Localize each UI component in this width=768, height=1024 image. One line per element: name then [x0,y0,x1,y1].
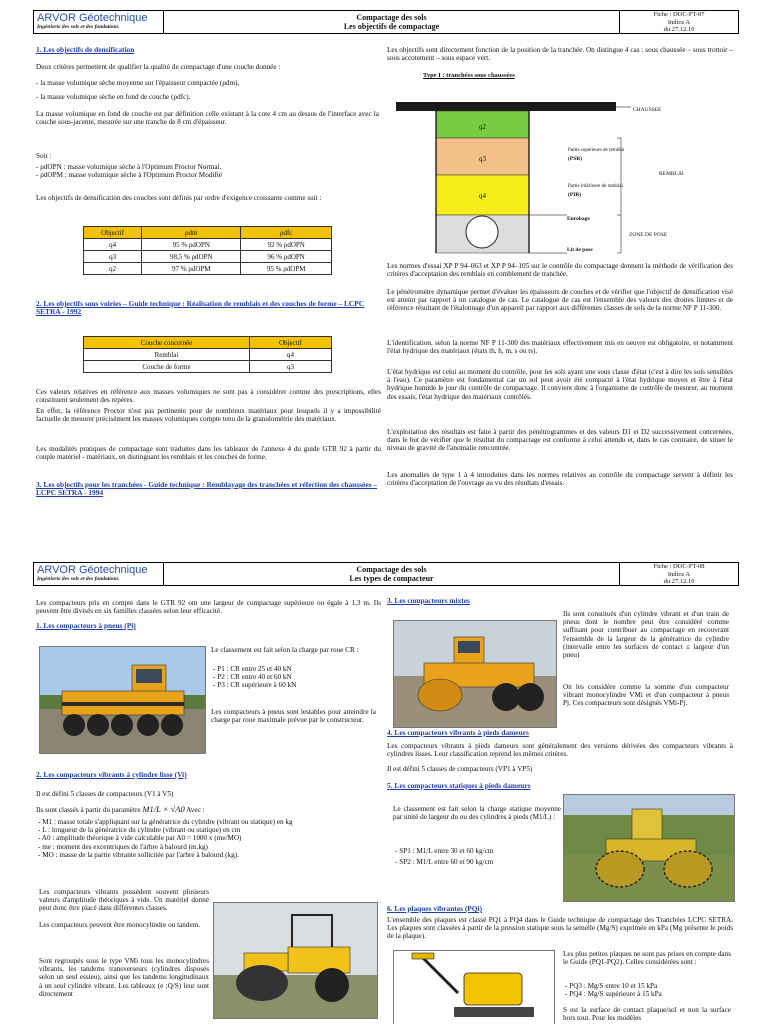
padfoot-compactor-photo [563,794,735,902]
s2-amplitude-text: Les compacteurs vibrants possèdent souvent plusieurs valeurs d'amplitude théoriques à vide. Un matériel donné peut donc être placé dans différentes classes. [39,888,209,913]
s2-paragraph-2: En effet, la référence Proctor n'est pas pertinente pour de nombreux matériaux pour lesquels il y a impossibilité factuelle de mesurer précisément les masses volumiques compte tenu de la granulométrie des matériaux. [36,407,381,424]
list-item: - M1 : masse totale s'appliquant sur la génératrice du cylindre (vibrant ou statique) en kg [48,818,393,826]
section-2-title: 2. Les objectifs sous voiries – Guide technique : Réalisation de remblais et des couches de forme – LCPC SETRA - 1992 [36,299,365,317]
page-sheet-compacteurs [33,562,739,1024]
list-item: - MO : masse de la partie vibrante sollicitée par l'arbre à balourd (kg). [48,851,393,859]
vibrating-roller-illustration [214,903,377,1018]
section-1-title: 1. Les objectifs de densification [36,45,135,54]
q3-label: q3 [479,155,486,163]
s5-classes-list [395,847,565,866]
objectives-table [83,226,332,275]
padfoot-drum [596,851,644,887]
section-1-title: 1. Les compacteurs à pneus (Pi) [36,621,136,630]
tyre [492,683,520,711]
list-item: - SP2 : M1/L entre 60 et 90 kg/cm [405,858,565,866]
table-row [84,349,332,361]
s6-considered-text: Les plus petites plaques ne sont pas prises en compte dans le Guide (PQ1-PQ2). Celles considérées sont : [563,950,731,967]
tyre [516,683,544,711]
trench-layers-graphic [391,82,736,258]
handle-grip [412,953,434,959]
date: du 27.12.10 [663,578,695,585]
table-header-row [84,227,332,239]
s1-definitions [36,163,386,179]
s4-classes: Il est défini 5 classes de compacteurs (VP1 à VP5) [387,765,533,773]
pipe [466,216,498,248]
intro-paragraph: Les compacteurs pris en compte dans le GTR 92 ont une largeur de compactage supérieure ou égale à 1,3 m. Ils peuvent être divisés en six familles classées selon leur efficacité. [36,599,381,616]
list-item: - PQ4 : Mg/S supérieure à 15 kPa [575,990,735,998]
s1-classification-text: Le classement est fait selon la charge par roue CR : [211,646,359,654]
table-row [84,251,332,263]
lit-pose-label: Lit de pose [567,247,593,253]
s2-monocylindre-text: Les compacteurs peuvent être monocylindre ou tandem. [39,921,201,929]
list-item: - la masse volumique sèche en fond de couche (ρdfc). [46,93,386,101]
brand-cell [34,563,164,585]
section-4-title: 4. Les compacteurs vibrants à pieds dameurs [387,728,529,737]
r-paragraph-identification: L'identification, selon la norme NF P 11-300 des matériaux effectivement mis en oeuvre est obligatoire, et notamment l'état hydrique des matériaux (états th, h, m, s ou ts). [387,339,733,356]
list-item: - P2 : CR entre 40 et 60 kN [223,673,383,681]
r-paragraph-etat-hydrique: L'état hydrique est celui au moment du contrôle, pour les sols ayant une sous classe d'état (c'est à dire les sols sensibles à l'eau). Ce paramètre est fondamental car un sol peut avoir été compacté à l'état hydrique moyen et être à l'état hydrique humide le jour du contrôle de compactage. Il convient donc à l'organisme de contrôle de mesurer, au moment des essais, l'état hydrique des matériaux contrôlés. [387,368,733,401]
table-cell: q4 [84,239,142,251]
tyre [161,714,183,736]
table-header-row [84,337,332,349]
fiche-ref: Fiche : DOC-FT-07 [653,11,705,18]
doc-title: Compactage des sols [356,13,427,22]
chaussee-layer [396,102,616,111]
page-sheet-objectifs [33,10,739,522]
base-plate [454,1007,534,1017]
mixed-compactor-illustration [394,621,556,727]
list-item: - PQ3 : Mg/S entre 10 et 15 kPa [575,982,735,990]
s2-classes-text: Il est défini 5 classes de compacteurs (V1 à V5) [36,790,174,798]
table-cell: q4 [249,349,331,361]
list-item: - ρdOPM : masse volumique sèche à l'Optimum Proctor Modifié [46,171,386,179]
s4-description: Les compacteurs vibrants à pieds dameurs sont généralement des versions dérivées des compacteurs vibrants à cylindres lisses. Leur classification reprend les mêmes critères. [387,742,733,759]
section-3-title: 3. Les compacteurs mixtes [387,596,470,605]
table-cell: q2 [84,263,142,275]
enrobage-label: Enrobage [567,216,590,222]
list-item: - L : longueur de la génératrice du cylindre (vibrant ou statique) en cm [48,826,393,834]
s3-description: Ils sont constitués d'un cylindre vibrant et d'un train de pneus dont le nombre peut être considéré comme suffisant pour contribuer au compactage en recouvrant l'ensemble de la largeur de la génératrice du cylindre (intervalle entre les surfaces de contact ≤ largeur d'un pneu) [563,610,729,660]
mixed-compactor-photo [393,620,557,728]
table-cell: Couche de forme [84,361,250,373]
psr-abbr: (PSR) [568,156,583,162]
indice: Indice A [667,570,691,578]
r-intro: Les objectifs sont directement fonction de la position de la tranchée. On distingue 4 cas : sous chaussée – sous trottoir – sous accotement – sous espace vert. [387,46,733,63]
cab-window [458,641,480,653]
tyre [111,714,133,736]
table-cell: 92 % ρdOPN [241,239,332,251]
list-item: - P3 : CR supérieure à 60 kN [223,681,383,689]
s6-surface-text: S est la surface de contact plaque/sol et non la surface hors tout. Pour les modèles [563,1006,731,1023]
list-item: - P1 : CR entre 25 et 40 kN [223,665,383,673]
cab-window [136,669,162,683]
list-item: - la masse volumique sèche moyenne sur l'épaisseur compactée (ρdm), [46,79,386,87]
machine-body [288,947,350,973]
q4-label: q4 [479,192,486,200]
tyre [63,714,85,736]
table-cell: 97 % ρdOPM [142,263,241,275]
padfoot-compactor-illustration [564,795,734,901]
table-header: ρdm [142,227,241,239]
q2-label: q2 [479,123,486,131]
list-item: - A0 : amplitude théorique à vide calculable par A0 = 1000 x (me/MO) [48,834,393,842]
pir-label: Partie inférieure de remblai [568,184,623,189]
s1-classes-list [213,665,383,690]
brand-subtitle: Ingénierie des sols et des fondations [37,576,119,582]
s1-intro: Deux critères permettent de qualifier la qualité de compactage d'une couche donnée : [36,63,281,71]
date: du 27.12.10 [663,26,695,33]
table-cell: q3 [84,251,142,263]
brand-cell [34,11,164,33]
s2-parameter-intro: Ils sont classés à partir du paramètre [36,806,141,814]
title-cell [164,11,620,33]
ref-cell [620,563,738,585]
fiche-ref: Fiche : DOC-FT-08 [653,563,705,570]
table-cell: q3 [249,361,331,373]
list-item: - ρdOPN : masse volumique sèche à l'Optimum Proctor Normal. [46,163,386,171]
machine-cab [632,809,662,841]
brand-name: ARVOR Géotechnique [37,12,148,24]
psr-label: Partie supérieure de remblai [568,148,625,153]
s1-paragraph: La masse volumique en fond de couche est par définition celle existant à la cote 4 cm au dessus de l'interface avec la couche sous-jacente, mesurée sur une tranche de 8 cm d'épaisseur. [36,110,379,127]
table-header: Couche concernée [84,337,250,349]
vibrating-roller-photo [213,902,378,1019]
title-cell [164,563,620,585]
chaussee-label: CHAUSSEE [633,107,662,113]
table-cell: 95 % ρdOPN [142,239,241,251]
list-item: - me : moment des excentriques de l'arbre à balourd (m.kg) [48,843,393,851]
tyre-roller-illustration [40,647,205,753]
brand-subtitle: Ingénierie des sols et des fondations [37,24,119,30]
s6-classes-list [565,982,735,998]
padfoot-drum [664,851,712,887]
sheet-header [33,10,739,34]
diagram-caption: Type I : tranchées sous chaussées [423,72,515,79]
s2-formula: M1/L × √A0 [142,804,185,814]
doc-subtitle: Les types de compacteur [349,574,434,583]
table-row [84,263,332,275]
body-stripe [62,702,184,706]
tyre [137,714,159,736]
s2-paragraph-1: Ces valeurs relatives en référence aux masses volumiques ne sont pas à considérer comme des prescriptions, elles constituent seulement des repères. [36,388,381,405]
s3-designation: On les considère comme la somme d'un compacteur vibrant monocylindre VMi et d'un compacteur à pneus Pj. Ces compacteurs sont désignés VMi-Pj. [563,683,729,708]
trench-diagram [391,72,736,258]
r-paragraph-penetrometre: Le pénétromètre dynamique permet d'évaluer les épaisseurs de couches et de vérifier que l'objectif de densification visé est atteint par rapport à un catalogue de cas. Le catalogue de cas est l'ensemble des valeurs des droites limites et de référence résultant de l'étalonnage d'un appareil par rapport aux différentes classes de sols de la norme NF P 11-300. [387,288,733,313]
zone-pose-label: ZONE DE POSE [629,232,668,238]
pir-abbr: (PIR) [568,192,582,198]
table-header: ρdfc [241,227,332,239]
section-5-title: 5. Les compacteurs statiques à pieds dameurs [387,781,531,790]
list-item: - SP1 : M1/L entre 30 et 60 kg/cm [405,847,565,855]
layer-objectives-table [83,336,332,373]
s5-description: Le classement est fait selon la charge statique moyenne par unité de largeur du ou des cylindres à pieds (M1/L) : [393,805,561,822]
section-2-title: 2. Les compacteurs vibrants à cylindre lisse (Vi) [36,770,187,779]
table-cell: 98,5 % ρdOPN [142,251,241,263]
table-row [84,361,332,373]
drum [236,965,288,1001]
table-header: Objectif [84,227,142,239]
remblai-label: REMBLAI [659,171,684,177]
engine-housing [464,973,522,1005]
s2-parameter-line [36,805,381,814]
indice: Indice A [667,18,691,26]
s1-objectives-intro: Les objectifs de densification des couches sont définis par ordre d'exigence croissante comme suit : [36,194,322,202]
ref-cell [620,11,738,33]
rear-tyre [315,968,349,1002]
s1-soit: Soit : [36,152,52,160]
vibrating-plate-photo [393,950,555,1024]
table-cell: Remblai [84,349,250,361]
drum [418,679,462,711]
r-paragraph-exploitation: L'exploitation des résultats est faite à partir des pénétrogrammes et des valeurs D1 et D2 successivement concernées, dans le but de vérifier que le résultat du compactage est conforme à celui attendu et, dans le cas contraire, de situer le niveau de gravité de l'anomalie rencontrée. [387,428,733,453]
s2-parameters-list [38,818,393,859]
table-row [84,239,332,251]
doc-title: Compactage des sols [356,565,427,574]
r-paragraph-norms: Les normes d'essai XP P 94–063 et XP P 94–105 sur le contrôle du compactage donnent la méthode de vérification des critères d'acceptation des remblais en comblement de tranchée. [387,262,733,279]
tyre-roller-photo [39,646,206,754]
section-6-title: 6. Les plaques vibrantes (PQi) [387,904,483,913]
r-paragraph-anomalies: Les anomalies de type 1 à 4 introduites dans les normes relatives au contrôle du compactage servent à définir les critères d'acceptation de l'ouvrage au vu des résultats d'essais. [387,471,733,488]
s2-vmi-text: Sont regroupés sous le type VMi tous les monocylindres vibrants, les tandems transverseurs (cylindres disposés selon un seul essieu), ainsi que les tandems longitudinaux à un seul cylindre vibrant. Les tableaux (e ;Q/S) leur sont directement [39,957,209,998]
tyre [87,714,109,736]
vibrating-plate-illustration [394,951,554,1024]
s1-lestables-text: Les compacteurs à pneus sont lestables pour atteindre la charge par roue maximale prévue par le constructeur. [211,708,376,725]
sheet-header [33,562,739,586]
s1-criteria-list [36,79,386,101]
s2-paragraph-3: Les modalités pratiques de compactage sont traduites dans les tableaux de l'annexe 4 du guide GTR 92 à partir du couple matériel - matériaux, en distinguant les remblais et les couches de forme. [36,445,381,462]
brand-name: ARVOR Géotechnique [37,564,148,576]
table-cell: 95 % ρdOPM [241,263,332,275]
s6-description: L'ensemble des plaques est classé PQ1 à PQ4 dans le Guide technique de compactage des Tranchées LCPC SETRA. Les plaques sont classées à partir de la pression statique sous la semelle (Mg/S) exprimée en kPa (Mg présente le poids de la plaque). [387,916,733,941]
s2-avec: Avec : [186,806,205,814]
table-header: Objectif [249,337,331,349]
section-3-title: 3. Les objectifs pour les tranchées - Guide technique : Remblayage des tranchées et réfection des chaussées – LCPC SETRA - 1994 [36,480,378,498]
table-cell: 96 % ρdOPN [241,251,332,263]
doc-subtitle: Les objectifs de compactage [343,22,440,31]
